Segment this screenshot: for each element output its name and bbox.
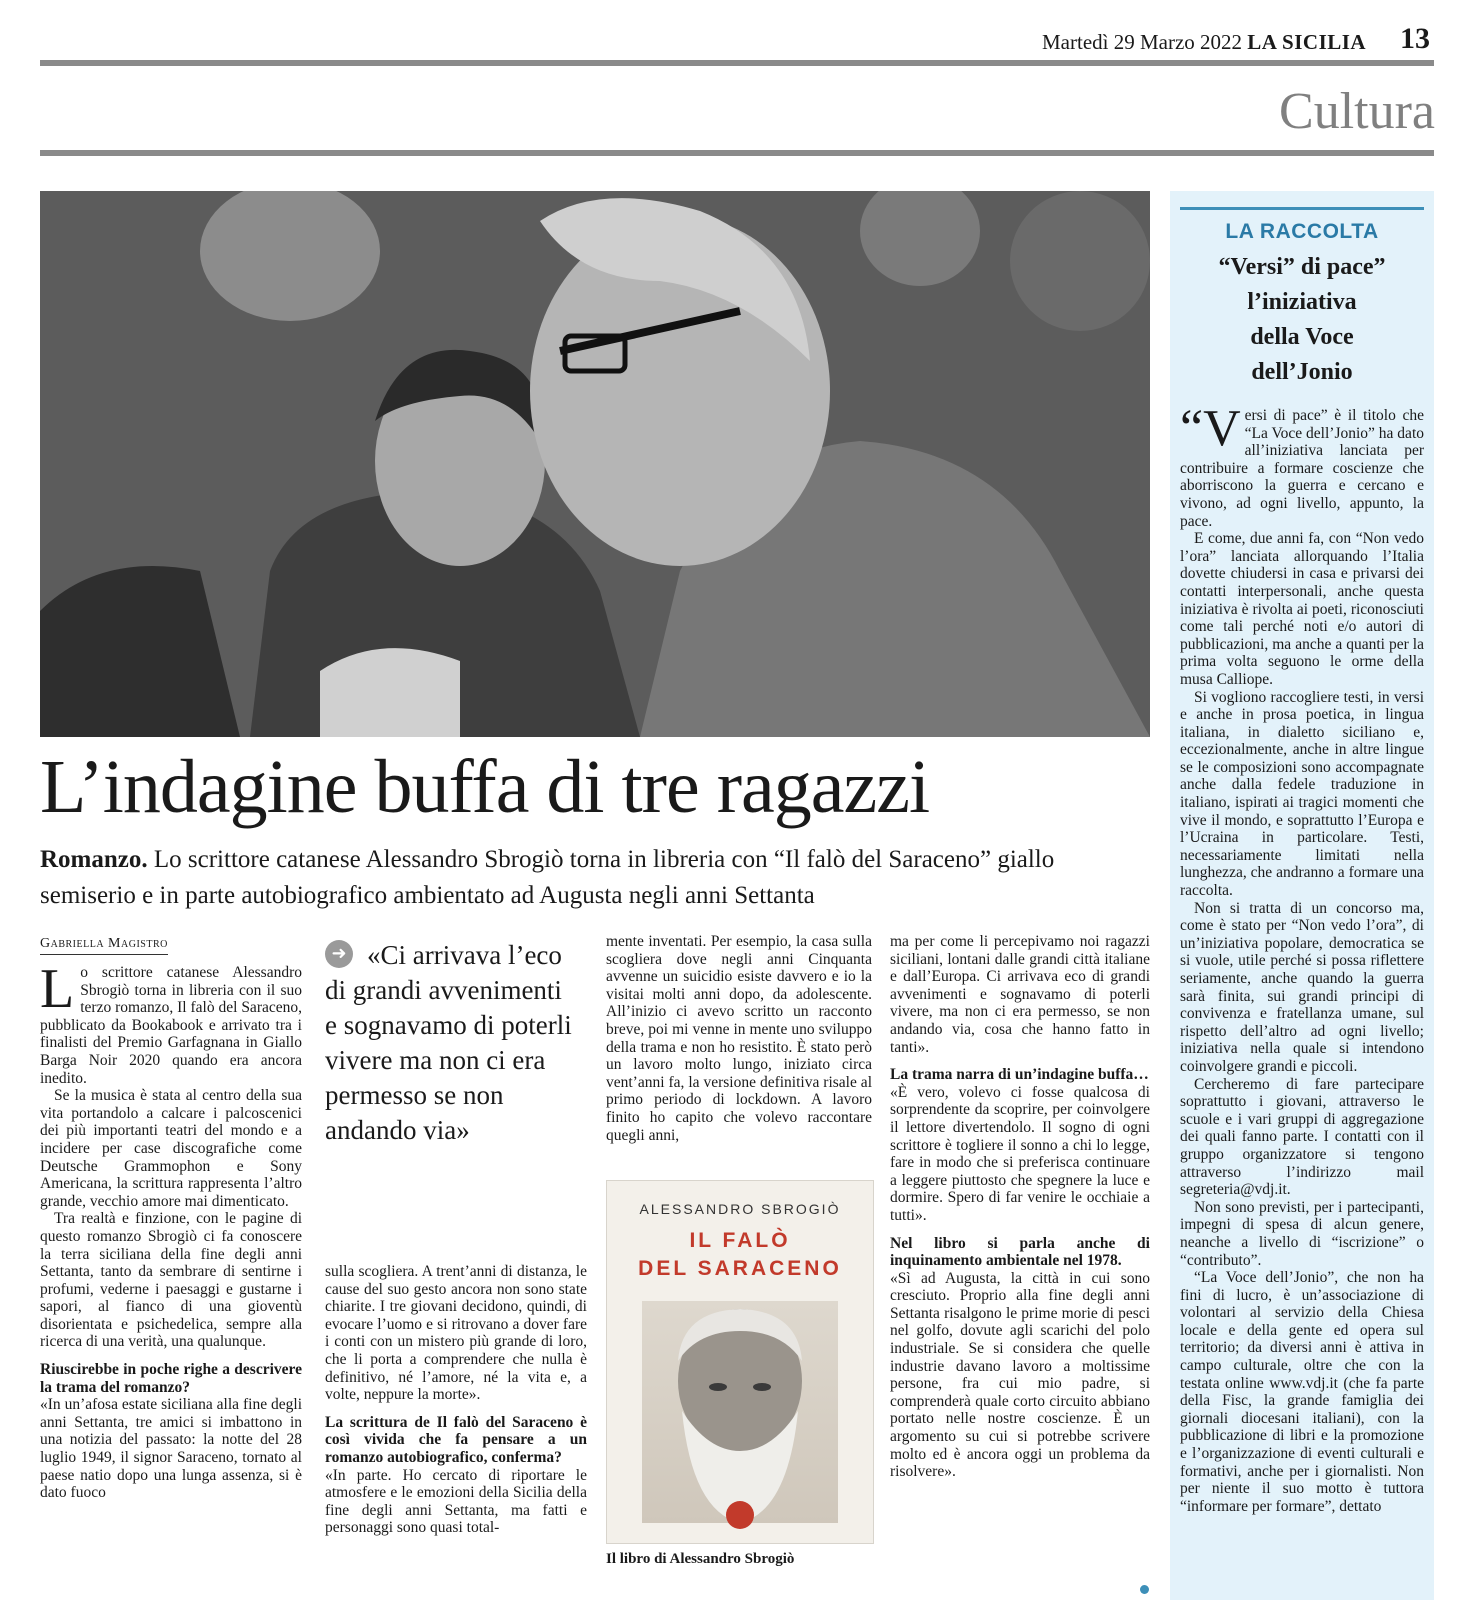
paragraph-text: ersi di pace” è il titolo che “La Voce dell’Jonio” ha dato all’iniziativa lanciata per contribuire a formare coscienze che aborriscono la guerra e cercano e vivono, ad ogni livello, appunto, la pace.	[1180, 407, 1424, 530]
sidebar-paragraph: Si vogliono raccogliere testi, in versi e anche in prosa poetica, in lingua italiana, in dialetto siciliano e, eccezionalmente, anche in altre lingue se le composizioni sono accompagnate anche dalla fedele traduzione in italiano, ispirati ai tragici momenti che vive il mondo, e soprattutto l’Europa e l’Ucraina in particolare. Testi, necessariamente limitati nella lunghezza, che andranno a formare una raccolta.	[1180, 688, 1424, 900]
paragraph: Se la musica è stata al centro della sua vita portandolo a calcare i palcoscenici dei più importanti teatri del mondo e a incidere per case discografiche come Deutsche Grammophon e Sony Americana, la scrittura rappresenta l’altro grande, vecchio amore mai dimenticato.	[40, 1087, 302, 1210]
section-title: Cultura	[1279, 83, 1435, 140]
interview-answer: «In un’afosa estate siciliana alla fine degli anni Settanta, tre amici si imbattono in una notizia del passato: la notte del 28 luglio 1949, il signor Saraceno, tornato al paese natio dopo una lunga assenza, si è dato fuoco	[40, 1396, 302, 1502]
sidebar-paragraph: Non sono previsti, per i partecipanti, impegni di spesa di alcun genere, neanche a livello di “iscrizione” o “contributo”.	[1180, 1198, 1424, 1269]
arrow-right-icon: ➜	[325, 940, 353, 968]
article-column-3	[606, 933, 872, 1144]
book-title-line-1: IL FALÒ	[689, 1229, 791, 1252]
drop-cap: L	[40, 958, 75, 1020]
sidebar-paragraph: Cercheremo di fare partecipare soprattutto i giovani, attraverso le scuole e i vari gruppi di aggregazione dei quali fanno parte. I contatti con il gruppo organizzatore si tengono attraverso l’indirizzo mail segreteria@vdj.it.	[1180, 1075, 1424, 1199]
book-cover	[606, 1180, 874, 1544]
byline: Gabriella Magistro	[40, 936, 168, 955]
sidebar-rule	[1180, 207, 1424, 210]
sidebar-headline-line: della Voce	[1250, 324, 1354, 350]
lead-paragraph	[40, 958, 302, 1087]
paragraph-text: o scrittore catanese Alessandro Sbrogiò torna in libreria con il suo terzo romanzo, Il falò del Saraceno, pubblicato da Bookabook e arrivato tra i finalisti del Premio Garfagnana in Giallo Barga Noir 2020 quando era ancora inedito.	[40, 964, 302, 1087]
interview-answer: «In parte. Ho cercato di riportare le atmosfere e le emozioni della Sicilia della fine degli anni Settanta, ma fatti e personaggi sono quasi total-	[325, 1466, 587, 1537]
sidebar-paragraph: E come, due anni fa, con “Non vedo l’ora” lanciata allorquando l’Italia dovette chiudersi in casa e privarsi dei contatti interpersonali, anche questa iniziativa è rivolta ai poeti, riconosciuti come tali perché noti e/o autori di pubblicazioni, ma anche a quanti per la prima volta seguono le orme della musa Calliope.	[1180, 530, 1424, 688]
article-photo	[40, 191, 1150, 737]
subhead-kicker: Romanzo.	[40, 846, 148, 873]
subhead-text: Lo scrittore catanese Alessandro Sbrogiò torna in libreria con “Il falò del Saraceno” giallo semiserio e in parte autobiografico ambientato ad Augusta negli anni Settanta	[40, 846, 1055, 909]
interview-answer: «È vero, volevo ci fosse qualcosa di sorprendente da scoprire, per coinvolgere il lettore divertendolo. Il sogno di ogni scrittore è togliere il sonno a chi lo legge, fare in modo che si preferisca continuare a leggere piuttosto che spegnere la luce e dormire. Spero di far venire le occhiaie a tutti».	[890, 1083, 1150, 1224]
sidebar-body	[1180, 400, 1424, 1515]
section-rule	[40, 150, 1434, 156]
header-rule	[40, 60, 1434, 66]
sidebar-headline-line: l’iniziativa	[1247, 289, 1357, 315]
sidebar-headline-line: dell’Jonio	[1251, 359, 1353, 385]
sidebar-kicker: LA RACCOLTA	[1225, 220, 1379, 243]
portrait-illustration	[642, 1301, 838, 1523]
article-column-2	[325, 1263, 587, 1537]
interview-answer: «Sì ad Augusta, la città in cui sono cresciuto. Proprio alla fine degli anni Settanta risalgono le prime morie di pesci nel golfo, dovute agli scarichi del polo industriale. Se si considera che quelle industrie davano lavoro a moltissime persone, fra cui mio padre, si comprenderà quale corto circuito abbiano portato nelle nostre coscienze. È un argomento su cui si potrebbe scrivere molto ed è ancora oggi un problema da risolvere».	[890, 1269, 1150, 1481]
pull-quote: «Ci arrivava l’eco di grandi avvenimenti e sognavamo di poterli vivere ma non ci era permesso se non andando via»	[325, 940, 572, 1145]
sidebar-headline-line: “Versi” di pace”	[1218, 254, 1386, 280]
book-cover-portrait	[642, 1301, 838, 1523]
drop-cap: “V	[1180, 400, 1241, 457]
end-of-article-bullet	[1140, 1585, 1149, 1594]
newspaper-name: LA SICILIA	[1247, 30, 1367, 54]
paragraph: sulla scogliera. A trent’anni di distanza, le cause del suo gesto ancora non sono state chiarite. I tre giovani decidono, quindi, di evocare l’uomo e si ritrovano a dover fare i conti con un mistero più grande di loro, che li porta a comprendere che nulla è definitivo, né l’amore, né la vita e, a volte, neppure la morte».	[325, 1263, 587, 1404]
sidebar-paragraph: Non si tratta di un concorso ma, come è stato per “Non vedo l’ora”, di un’iniziativa popolare, democratica se si vuole, utile perché si possa riflettere seriamente, anche quando la guerra sarà finita, sui grandi principi di convivenza e fratellanza umane, sul rispetto dell’altro ad ogni livello; iniziativa nella quale si intendono coinvolgere grandi e piccoli.	[1180, 899, 1424, 1075]
paragraph: mente inventati. Per esempio, la casa sulla scogliera dove negli anni Cinquanta avvenne un suicidio esiste davvero e io la visitai molti anni dopo, da adolescente. All’inizio ci avevo scritto un racconto breve, poi mi venne in mente uno sviluppo della trama e non ho resistito. È stato però un lavoro molto lungo, iniziato circa vent’anni fa, la versione definitiva risale al primo periodo di lockdown. A lavoro finito ho capito che volevo raccontare quegli anni,	[606, 933, 872, 1144]
book-caption: Il libro di Alessandro Sbrogiò	[606, 1551, 795, 1567]
article-column-1	[40, 958, 302, 1502]
interview-question: Riuscirebbe in poche righe a descrivere la trama del romanzo?	[40, 1361, 302, 1396]
interview-question: Nel libro si parla anche di inquinamento ambientale nel 1978.	[890, 1234, 1150, 1270]
photo-illustration	[40, 191, 1150, 737]
issue-date: Martedì 29 Marzo 2022	[1042, 30, 1243, 54]
page-number: 13	[1400, 22, 1430, 55]
paragraph: ma per come li percepivamo noi ragazzi siciliani, lontani dalle grandi città italiane e dall’Europa. Ci arrivava eco di grandi avvenimenti e sognavamo di poterli vivere, ma non ci era permesso, se non andando via, cosa che hanno fatto in tanti».	[890, 933, 1150, 1056]
article-column-4	[890, 933, 1150, 1481]
sidebar-paragraph: “La Voce dell’Jonio”, che non ha fini di lucro, è un’associazione di volontari al servizio della Chiesa locale e della gente ed opera sul territorio; da diversi anni è attiva in campo culturale, oltre che con la testata online www.vdj.it (che fa parte della Fisc, la grande famiglia dei giornali diocesani italiani), con la pubblicazione di libri e la promozione e l’organizzazione di eventi culturali e formativi, anche per i giornalisti. Non per niente il suo motto è tuttora “informare per formare”, dettato	[1180, 1269, 1424, 1515]
book-author: ALESSANDRO SBROGIÒ	[639, 1201, 841, 1217]
article-subhead	[40, 842, 1150, 914]
book-title-line-2: DEL SARACENO	[638, 1257, 842, 1280]
sidebar-lead-paragraph	[1180, 400, 1424, 530]
interview-question: La scrittura de Il falò del Saraceno è così vivida che fa pensare a un romanzo autobiografico, conferma?	[325, 1413, 587, 1466]
sidebar-headline	[1170, 250, 1434, 390]
interview-question: La trama narra di un’indagine buffa…	[890, 1066, 1149, 1084]
header-date-line	[1042, 30, 1366, 55]
publisher-logo	[726, 1501, 754, 1529]
article-headline: L’indagine buffa di tre ragazzi	[40, 745, 930, 829]
book-title	[607, 1227, 873, 1283]
paragraph: Tra realtà e finzione, con le pagine di questo romanzo Sbrogiò ci fa conoscere la terra siciliana della fine degli anni Settanta, tanto da sembrare di sentirne i profumi, vederne i paesaggi e gustarne i sapori, al fianco di una gioventù disorientata e psichedelica, sempre alla ricerca di una verità, una qualunque.	[40, 1210, 302, 1351]
